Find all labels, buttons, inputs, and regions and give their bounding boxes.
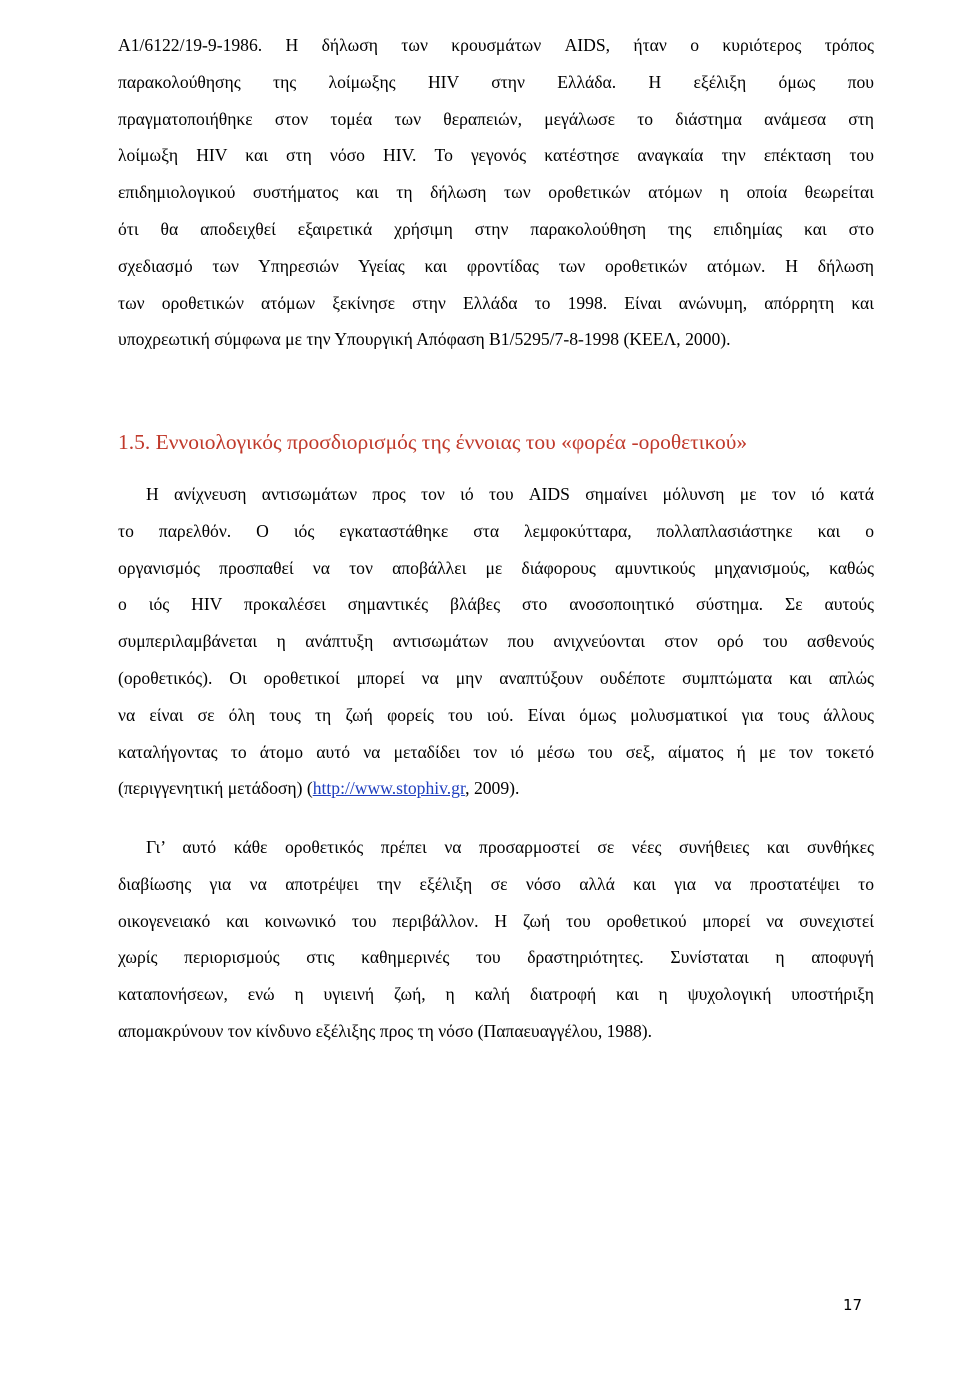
text-line: πραγματοποιήθηκε στον τομέα των θεραπειών, μεγάλωσε το διάστημα ανάμεσα στη bbox=[118, 108, 874, 129]
text-line: λοίμωξη HIV και στη νόσο HIV. Το γεγονός κατέστησε αναγκαία την επέκταση του bbox=[118, 145, 874, 166]
citation-suffix: , 2009). bbox=[465, 778, 520, 799]
text-line: (οροθετικός). Οι οροθετικοί μπορεί να μην αναπτύξουν ουδέποτε συμπτώματα και απλώς bbox=[118, 667, 874, 688]
paragraph-lifestyle bbox=[118, 829, 874, 1050]
citation-prefix: (περιγγενητική μετάδοση) ( bbox=[118, 778, 313, 799]
page-number: 17 bbox=[843, 1296, 863, 1314]
text-line: οικογενειακό και κοινωνικό του περιβάλλον. Η ζωή του οροθετικού μπορεί να συνεχιστεί bbox=[118, 910, 874, 931]
text-line: υποχρεωτική σύμφωνα με την Υπουργική Απόφαση Β1/5295/7-8-1998 (ΚΕΕΛ, 2000). bbox=[118, 329, 731, 350]
text-line: Α1/6122/19-9-1986. Η δήλωση των κρουσμάτων AIDS, ήταν ο κυριότερος τρόπος bbox=[118, 35, 874, 55]
text-line: διαβίωσης για να αποτρέψει την εξέλιξη σε νόσο αλλά και για να προστατέψει το bbox=[118, 873, 874, 894]
text-line: το παρελθόν. Ο ιός εγκαταστάθηκε στα λεμφοκύτταρα, πολλαπλασιάστηκε και ο bbox=[118, 520, 874, 541]
section-heading: 1.5. Εννοιολογικός προσδιορισμός της έννοιας του «φορέα -οροθετικού» bbox=[118, 430, 748, 454]
text-line: επιδημιολογικού συστήματος και τη δήλωση των οροθετικών ατόμων η οποία θεωρείται bbox=[118, 182, 874, 203]
text-line-content: Η ανίχνευση αντισωμάτων προς τον ιό του AIDS σημαίνει μόλυνση με τον ιό κατά bbox=[146, 484, 874, 504]
text-line: των οροθετικών ατόμων ξεκίνησε στην Ελλάδα το 1998. Είναι ανώνυμη, απόρρητη και bbox=[118, 292, 874, 313]
text-line: χωρίς περιορισμούς στις καθημερινές του δραστηριότητες. Συνίσταται η αποφυγή bbox=[118, 947, 874, 968]
text-line: συμπεριλαμβάνεται η ανάπτυξη αντισωμάτων που ανιχνεύονται στον ορό του ασθενούς bbox=[118, 631, 874, 652]
text-line bbox=[118, 770, 874, 807]
text-line: οργανισμός προσπαθεί να τον αποβάλλει με διάφορους αμυντικούς μηχανισμούς, καθώς bbox=[118, 557, 874, 578]
paragraph-carrier-definition bbox=[118, 476, 874, 807]
text-line: απομακρύνουν τον κίνδυνο εξέλιξης προς τη νόσο (Παπαευαγγέλου, 1988). bbox=[118, 1020, 653, 1041]
stophiv-link[interactable]: http://www.stophiv.gr bbox=[312, 778, 466, 799]
text-line: καταλήγοντας το άτομο αυτό να μεταδίδει τον ιό μέσω του σεξ, αίματος ή με τον τοκετό bbox=[118, 741, 874, 762]
paragraph-hiv-reporting bbox=[118, 27, 874, 358]
text-line bbox=[118, 829, 874, 866]
text-line: να είναι σε όλη τους τη ζωή φορείς του ιού. Είναι όμως μολυσματικοί για τους άλλους bbox=[118, 704, 874, 725]
text-line-content: Γι’ αυτό κάθε οροθετικός πρέπει να προσαρμοστεί σε νέες συνήθειες και συνθήκες bbox=[146, 837, 874, 857]
text-line: ο ιός HIV προκαλέσει σημαντικές βλάβες στο ανοσοποιητικό σύστημα. Σε αυτούς bbox=[118, 594, 874, 615]
text-line: ότι θα αποδειχθεί εξαιρετικά χρήσιμη στην παρακολούθηση της επιδημίας και στο bbox=[118, 218, 874, 239]
text-line: παρακολούθησης της λοίμωξης HIV στην Ελλάδα. Η εξέλιξη όμως που bbox=[118, 71, 874, 92]
text-line bbox=[118, 476, 874, 513]
text-line: σχεδιασμό των Υπηρεσιών Υγείας και φροντίδας των οροθετικών ατόμων. Η δήλωση bbox=[118, 255, 874, 276]
text-line: καταπονήσεων, ενώ η υγιεινή ζωή, η καλή διατροφή και η ψυχολογική υποστήριξη bbox=[118, 984, 874, 1005]
